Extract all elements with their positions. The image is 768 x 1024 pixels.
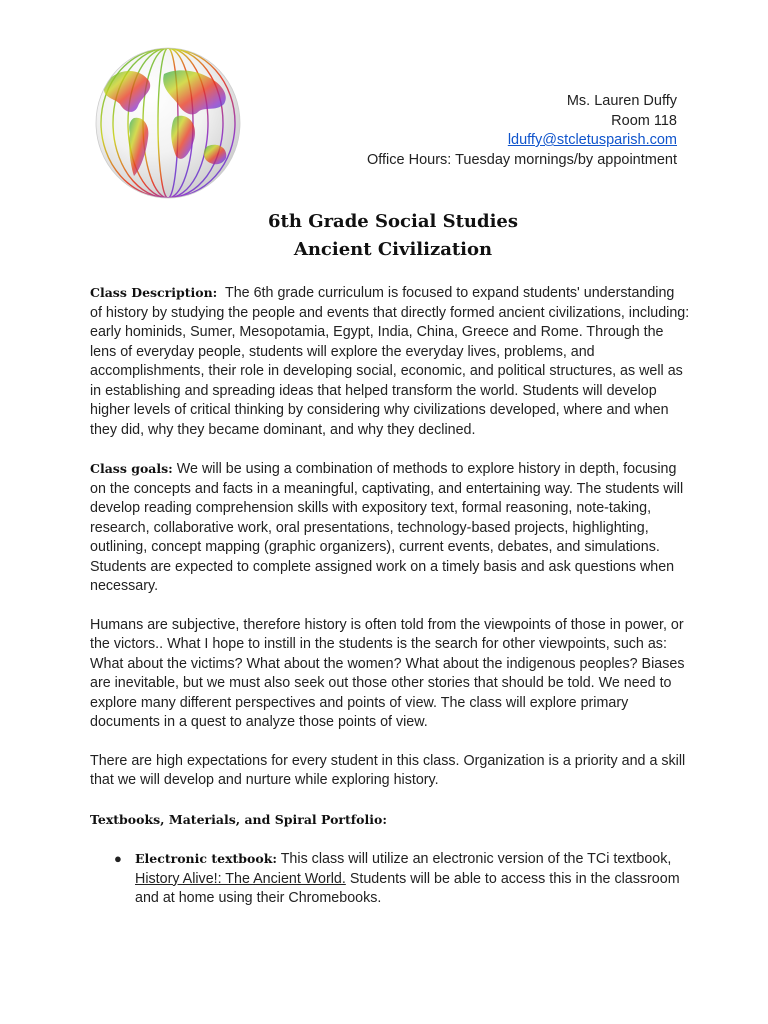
class-description-text: The 6th grade curriculum is focused to expand students' understanding of history by studying the people and events that directly formed ancient civilizations, including: early hominids, Sumer, Mesopotamia, Egypt, India, China, Greece and Rome. Through the lens of everyday people, students will explore the everyday lives, problems, and accomplishments, their role in developing social, economic, and political structures, as well as in establishing and spreading ideas that helped transform the world. Students will develop higher levels of critical thinking by considering why civilizations developed, where and when they did, why they became dominant, and why they declined. (90, 285, 690, 438)
list-item (114, 849, 690, 909)
paragraph-expectations: There are high expectations for every student in this class. Organization is a priority and a skill that we will develop and nurture while exploring history. (90, 752, 686, 788)
electronic-textbook-text: This class will utilize an electronic version of the TCi textbook, (280, 851, 672, 867)
textbook-title: History Alive!: The Ancient World. (135, 870, 346, 887)
materials-heading (90, 810, 690, 831)
class-goals-text: We will be using a combination of methods to explore history in depth, focusing on the concepts and facts in a meaningful, captivating, and entertaining way. The students will develop reading comprehension skills with expository text, formal reasoning, note-taking, research, collaborative work, oral presentations, technology-based projects, highlighting, outlining, concept mapping (graphic organizers), current events, debates, and simulations. Students are expected to complete assigned work on a timely basis and ask questions when necessary. (90, 461, 684, 594)
room-number: Room 118 (611, 112, 677, 129)
class-description-label: Class Description: (90, 285, 218, 300)
class-goals (90, 459, 690, 597)
bullet-icon: ● (114, 851, 122, 866)
globe-icon (94, 46, 242, 200)
class-description (90, 283, 690, 440)
teacher-name: Ms. Lauren Duffy (566, 93, 677, 109)
class-goals-label: Class goals: (90, 461, 173, 476)
paragraph-subjective: Humans are subjective, therefore history is often told from the viewpoints of those in power, or the victors.. What I hope to instill in the students is the search for other viewpoints, such as: What about the victims? What about the women? What about the indigenous peoples? Biases are inevitable, but we must also seek out those other stories that should be told. We need to explore many different perspectives and points of view. The class will explore primary documents in a quest to analyze those points of view. (90, 616, 685, 730)
email-link[interactable]: lduffy@stcletusparish.com (507, 132, 677, 148)
materials-heading-label: Textbooks, Materials, and Spiral Portfolio: (90, 811, 387, 827)
title-line-2: Ancient Civilization (293, 239, 493, 260)
page-title (0, 208, 768, 264)
title-line-1: 6th Grade Social Studies (268, 211, 518, 232)
electronic-textbook-text-after: Students will be able to access this in the classroom and at home using their Chromebooks. (135, 870, 680, 906)
teacher-contact (367, 92, 677, 170)
electronic-textbook-label: Electronic textbook: (135, 851, 277, 866)
document-body (90, 283, 690, 909)
office-hours: Office Hours: Tuesday mornings/by appointment (366, 151, 677, 168)
materials-list (90, 849, 690, 909)
